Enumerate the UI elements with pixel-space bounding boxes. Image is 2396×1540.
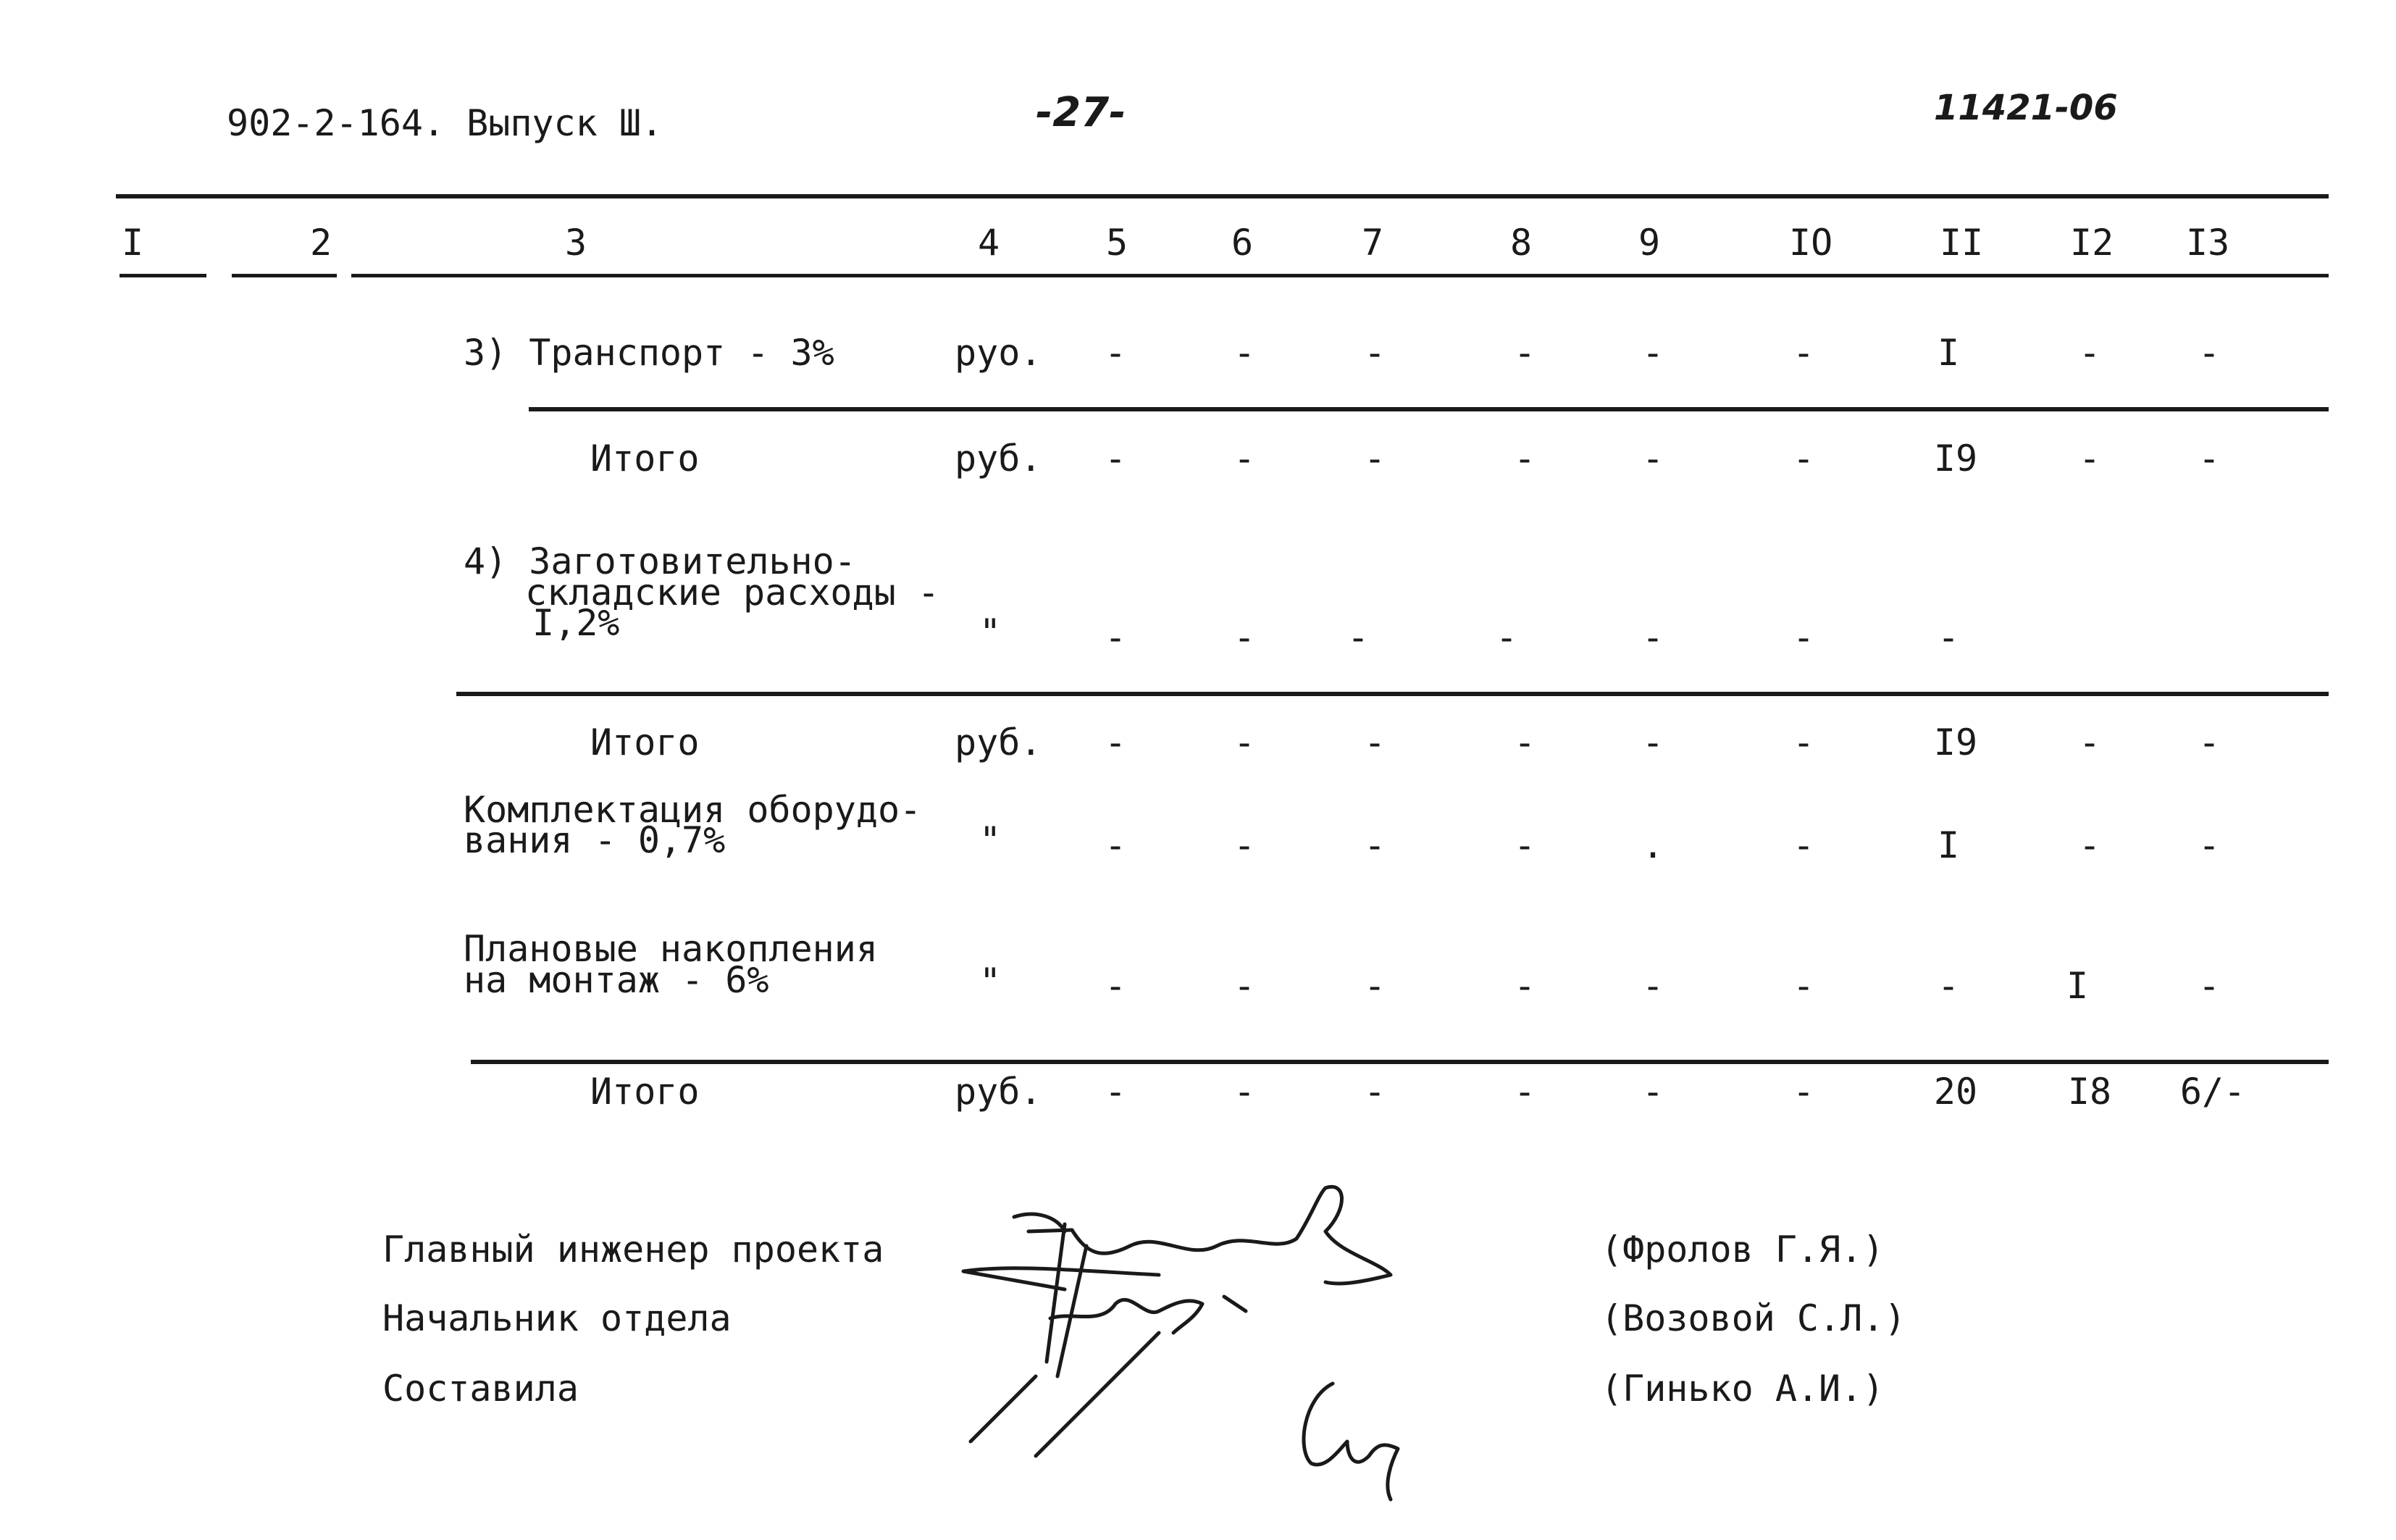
row-value: - [1233, 824, 1256, 866]
signature-name: (Фролов Г.Я.) [1601, 1229, 1885, 1271]
col-header: I3 [2186, 222, 2230, 264]
row-value: I9 [1933, 438, 1978, 480]
row-value: - [1792, 332, 1815, 374]
row-value: I [2066, 965, 2089, 1007]
row-label-line: вания - 0,7% [464, 819, 726, 861]
row-value: - [2198, 721, 2221, 763]
row-value: - [2198, 438, 2221, 480]
row-label: 3) Транспорт - 3% [464, 332, 834, 374]
row-value: - [1495, 616, 1518, 658]
col-header: 7 [1362, 222, 1384, 264]
row-value: - [1363, 721, 1386, 763]
row-value: - [2078, 721, 2101, 763]
row-label-line: на монтаж - 6% [464, 959, 769, 1001]
row-value: - [1641, 438, 1664, 480]
row-unit: " [979, 961, 1002, 1003]
page-number: -27- [1036, 89, 1126, 136]
row-value: - [1233, 721, 1256, 763]
row-label: Итого [590, 721, 700, 763]
row-value: - [1346, 616, 1370, 658]
col-header: II [1940, 222, 1984, 264]
row-value: - [1104, 824, 1127, 866]
row-value: - [1513, 1071, 1536, 1113]
row-value: - [1104, 721, 1127, 763]
row-value: - [1363, 1071, 1386, 1113]
row-value: I [1937, 824, 1960, 866]
row-label-line: Плановые накопления [464, 928, 878, 970]
row-value: - [1641, 332, 1664, 374]
row-value: - [1513, 824, 1536, 866]
row-value: - [1233, 438, 1256, 480]
row-value: - [1513, 721, 1536, 763]
row-value: - [2078, 438, 2101, 480]
col-header: I2 [2070, 222, 2114, 264]
row-value: - [1104, 965, 1127, 1007]
row-value: - [1233, 332, 1256, 374]
row-unit: " [979, 611, 1002, 653]
row-unit: руб. [955, 1071, 1042, 1113]
row-label-line: I,2% [532, 602, 620, 644]
signature-role: Составила [382, 1368, 579, 1410]
row-value: - [2198, 824, 2221, 866]
row-value: - [1792, 438, 1815, 480]
row-label: Итого [590, 438, 700, 480]
col-header: IO [1789, 222, 1833, 264]
row-value: - [1233, 965, 1256, 1007]
row-value: - [1641, 1071, 1664, 1113]
row-value: - [1104, 438, 1127, 480]
row-value: - [1363, 438, 1386, 480]
row-value: I8 [2067, 1071, 2112, 1113]
row-value: - [1363, 332, 1386, 374]
row-value: - [1104, 616, 1127, 658]
row-value: - [1513, 965, 1536, 1007]
row-value: - [1233, 616, 1256, 658]
col-header: 2 [310, 222, 332, 264]
row-value: - [1641, 616, 1664, 658]
col-header: I [122, 222, 144, 264]
row-value: - [1104, 332, 1127, 374]
signature-role: Начальник отдела [382, 1297, 732, 1339]
row-value: - [1363, 965, 1386, 1007]
row-value: - [1104, 1071, 1127, 1113]
row-unit: руо. [955, 332, 1042, 374]
signature-role: Главный инженер проекта [382, 1229, 884, 1271]
col-header: 3 [565, 222, 587, 264]
row-value: 20 [1933, 1071, 1978, 1113]
col-header: 4 [978, 222, 1000, 264]
row-value: - [1937, 616, 1960, 658]
row-value: - [1792, 824, 1815, 866]
row-value: - [2078, 824, 2101, 866]
row-value: . [1641, 824, 1664, 866]
row-value: - [1641, 721, 1664, 763]
row-label: Итого [590, 1071, 700, 1113]
row-value: - [1937, 965, 1960, 1007]
row-value: - [1513, 438, 1536, 480]
row-value: - [1792, 965, 1815, 1007]
col-header: 5 [1106, 222, 1128, 264]
row-value: - [2198, 332, 2221, 374]
row-value: - [1513, 332, 1536, 374]
row-value: - [1792, 721, 1815, 763]
signature-name: (Возовой С.Л.) [1601, 1297, 1906, 1339]
row-value: 6/- [2179, 1071, 2246, 1113]
row-value: - [1641, 965, 1664, 1007]
row-value: - [2078, 332, 2101, 374]
row-label-line: Комплектация оборудо- [464, 789, 922, 831]
row-unit: руб. [955, 721, 1042, 763]
doc-code: 902-2-164. Выпуск Ш. [227, 102, 663, 144]
row-value: - [2198, 965, 2221, 1007]
row-value: I9 [1933, 721, 1978, 763]
row-value: I [1937, 332, 1960, 374]
row-value: - [1233, 1071, 1256, 1113]
doc-id: 11421-06 [1934, 88, 2118, 128]
row-value: - [1792, 1071, 1815, 1113]
col-header: 9 [1638, 222, 1661, 264]
row-value: - [1792, 616, 1815, 658]
col-header: 6 [1231, 222, 1254, 264]
signature-name: (Гинько А.И.) [1601, 1368, 1885, 1410]
row-unit: руб. [955, 438, 1042, 480]
col-header: 8 [1510, 222, 1533, 264]
row-value: - [1363, 824, 1386, 866]
row-label-line: 4) Заготовительно- [464, 540, 856, 582]
row-label-line: складские расходы - [525, 572, 939, 614]
row-unit: " [979, 819, 1002, 861]
